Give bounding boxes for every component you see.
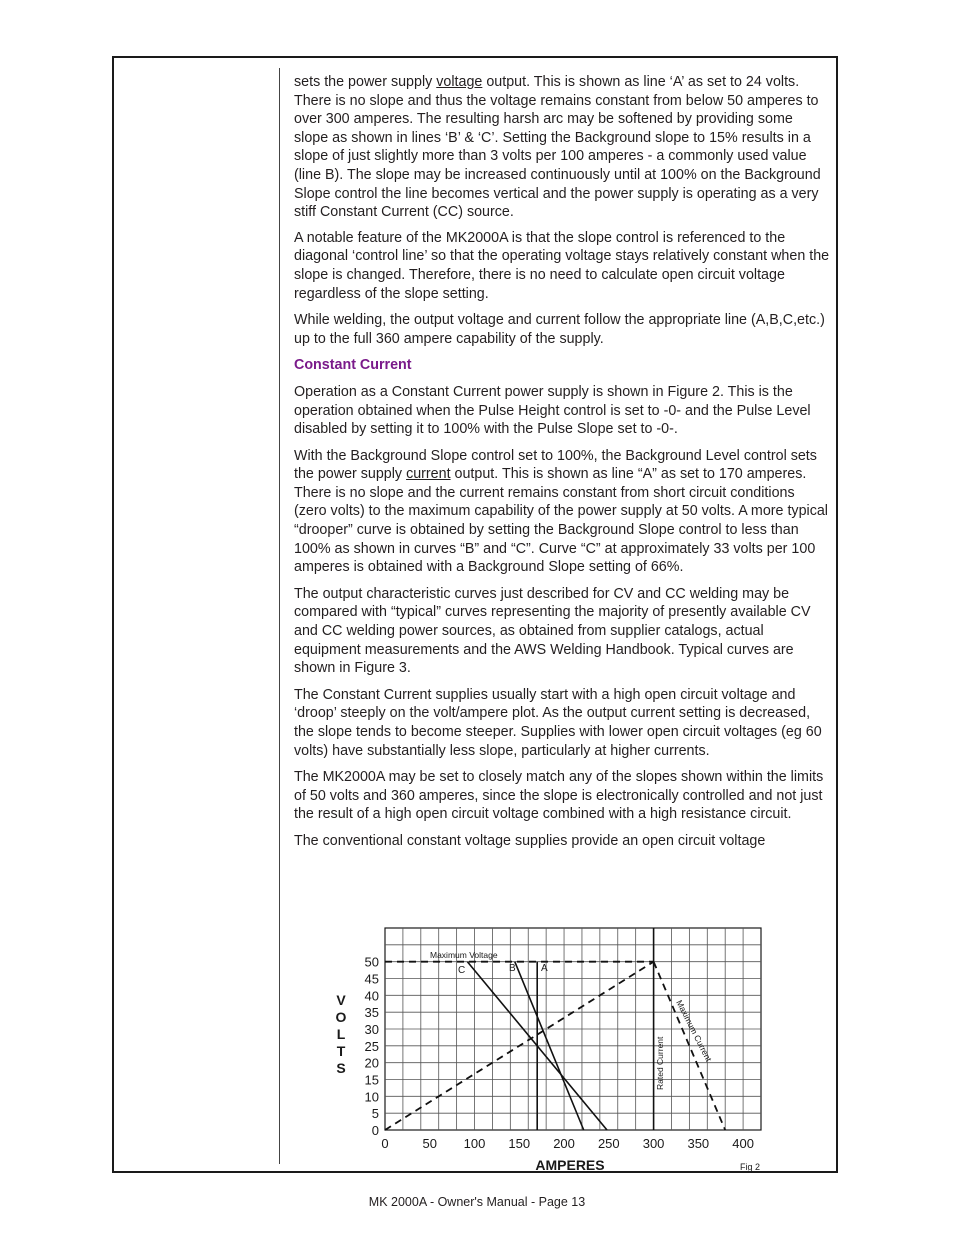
- y-tick-label: 0: [371, 1123, 379, 1138]
- series-label-b: B: [509, 963, 516, 974]
- figure-label: Fig 2: [740, 1162, 761, 1172]
- paragraph-cv-line-a: sets the power supply voltage output. This is shown as line ‘A’ as set to 24 volts. There is no slope and thus the voltage remains constant from below 50 amperes to over 300 amperes. The resulting harsh arc may be softened by providing some slope as shown in lines ‘B’ & ‘C’. Setting the Background slope to 15% results in a slope of just slightly more than 3 volts per 100 amperes - a commonly used value (line B). The slope may be increased continuously until at 100% on the Background Slope control the line becomes vertical and the power supply is operating as a very stiff Constant Current (CC) source.: [294, 74, 821, 221]
- x-tick-label: 0: [381, 1136, 389, 1151]
- paragraph-cc-supplies: The Constant Current supplies usually start with a high open circuit voltage and ‘droop’ steeply on the volt/ampere plot. As the output current setting is decreased, the slope tends to become steeper. Supplies with lower open circuit voltages (eg 60 volts) have substantially less slope, particularly at higher currents.: [294, 686, 822, 759]
- series-label-a: A: [541, 963, 548, 974]
- x-tick-label: 100: [463, 1136, 486, 1151]
- x-tick-label: 250: [597, 1136, 620, 1151]
- y-axis-label: [336, 992, 347, 1076]
- y-tick-label: 35: [364, 1005, 379, 1021]
- paragraph-mk2000a-slopes: The MK2000A may be set to closely match any of the slopes shown within the limits of 50 volts and 360 amperes, since the slope is electronically controlled and not just the result of a high open circuit voltage combined with a high resistance circuit.: [294, 769, 824, 823]
- x-tick-label: 50: [422, 1136, 437, 1151]
- x-tick-label: 300: [642, 1136, 665, 1151]
- paragraph-control-line: A notable feature of the MK2000A is that the slope control is referenced to the diagonal ‘control line’ so that the operating voltage stays relatively constant when the slope is changed. Therefore, there is no need to calculate open circuit voltage regardless of the slope setting.: [294, 229, 830, 302]
- x-tick-labels: [381, 1136, 754, 1151]
- y-tick-labels: [365, 955, 379, 1138]
- y-axis-label-letter: L: [336, 1026, 346, 1042]
- current-underlined: current: [406, 466, 451, 483]
- max-voltage-annotation: Maximum Voltage: [430, 950, 498, 960]
- y-tick-label: 50: [364, 954, 379, 970]
- y-tick-label: 45: [364, 971, 379, 987]
- paragraph-welding-lines: While welding, the output voltage and current follow the appropriate line (A,B,C,etc.) up to the full 360 ampere capability of the supply.: [294, 312, 825, 347]
- y-axis-label-letter: O: [335, 1009, 347, 1025]
- series-label-c: C: [458, 965, 466, 976]
- y-tick-label: 30: [364, 1022, 379, 1037]
- y-tick-label: 5: [371, 1106, 379, 1122]
- x-tick-label: 400: [732, 1136, 754, 1151]
- x-tick-label: 200: [553, 1136, 575, 1151]
- page-footer: MK 2000A - Owner's Manual - Page 13: [368, 1195, 586, 1209]
- paragraph-cv-supplies: The conventional constant voltage supplies provide an open circuit voltage: [294, 832, 766, 849]
- y-axis-label-letter: S: [336, 1060, 346, 1076]
- paragraph-typical-curves: The output characteristic curves just described for CV and CC welding may be compared with “typical” curves representing the majority of presently available CV and CC welding power sources, as obtained from supplier catalogs, actual equipment measurements and the AWS Welding Handbook. Typical curves are shown in Figure 3.: [294, 585, 811, 677]
- x-axis-label: AMPERES: [535, 1157, 605, 1173]
- x-tick-label: 350: [687, 1136, 710, 1151]
- y-tick-label: 25: [364, 1038, 379, 1054]
- y-tick-label: 10: [364, 1089, 379, 1105]
- max-current-annotation: Maximum Current: [674, 998, 714, 1064]
- y-tick-label: 20: [364, 1055, 379, 1071]
- x-tick-label: 150: [508, 1136, 531, 1151]
- margin-rule: [279, 68, 280, 1164]
- paragraph-cc-operation: Operation as a Constant Current power supply is shown in Figure 2. This is the operation obtained when the Pulse Height control is set to -0- and the Pulse Level disabled by setting it to 100% with the Pulse Slope set to -0-.: [294, 383, 811, 438]
- paragraph-cc-line-a: With the Background Slope control set to 100%, the Background Level control sets the power supply current output. This is shown as line “A” as set to 170 amperes. There is no slope and the current remains constant from short circuit conditions (zero volts) to the maximum capability of the power supply at 50 volts. A more typical “drooper” curve is obtained by setting the Background Slope control to less than 100% as shown in curves “B” and “C”. Curve “C” at approximately 33 volts per 100 amperes is obtained with a Background Slope setting of 66%.: [294, 447, 828, 576]
- y-axis-label-letter: V: [336, 992, 346, 1008]
- y-axis-label-letter: T: [336, 1043, 346, 1059]
- rated-current-annotation: Rated Current: [655, 1036, 665, 1090]
- y-tick-label: 40: [364, 988, 379, 1004]
- heading-constant-current: Constant Current: [294, 357, 412, 374]
- voltage-underlined: voltage: [436, 74, 483, 90]
- y-tick-label: 15: [364, 1072, 379, 1088]
- figure-2-volt-ampere-chart: [330, 922, 770, 1174]
- body-text: [294, 73, 830, 859]
